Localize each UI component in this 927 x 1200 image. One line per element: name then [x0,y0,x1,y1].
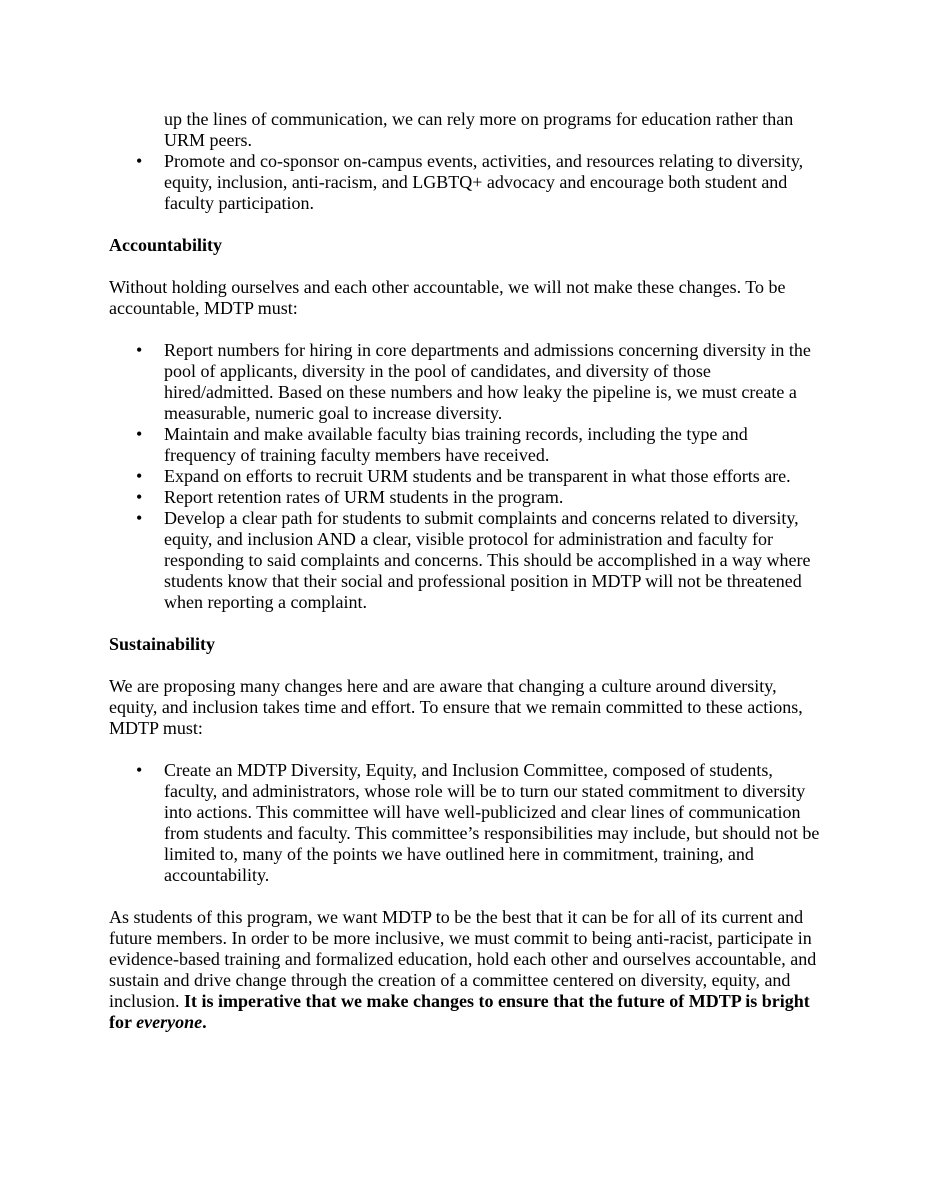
list-item-text: Report numbers for hiring in core departments and admissions concerning diversity in the pool of applicants, diversity in the pool of candidates, and diversity of those hired/admitted. Based on these numbers and how leaky the pipeline is, we must create a measurable, numeric goal to increase diversity. [164,340,811,423]
list-item-text: Develop a clear path for students to submit complaints and concerns related to diversity, equity, and inclusion AND a clear, visible protocol for administration and faculty for responding to said complaints and concerns. This should be accomplished in a way where students know that their social and professional position in MDTP will not be threatened when reporting a complaint. [164,508,811,612]
list-item-text: Maintain and make available faculty bias training records, including the type and frequency of training faculty members have received. [164,424,748,465]
list-item-text: Promote and co-sponsor on-campus events, activities, and resources relating to diversity, equity, inclusion, anti-racism, and LGBTQ+ advocacy and encourage both student and faculty participation. [164,151,804,213]
list-item [109,760,824,886]
list-item [109,424,824,466]
document-page [109,109,824,1033]
sustainability-list [109,760,824,886]
sustainability-intro: We are proposing many changes here and are aware that changing a culture around diversity, equity, and inclusion takes time and effort. To ensure that we remain committed to these actions, MDTP must: [109,676,803,738]
section-heading-accountability: Accountability [109,235,223,255]
list-item-text: up the lines of communication, we can rely more on programs for education rather than URM peers. [164,109,794,150]
list-item [109,487,824,508]
accountability-intro: Without holding ourselves and each other accountable, we will not make these changes. To be accountable, MDTP must: [109,277,786,318]
list-item [109,508,824,613]
list-item-text: Expand on efforts to recruit URM students and be transparent in what those efforts are. [164,466,791,486]
list-item [109,340,824,424]
conclusion-bold-lead: It is imperative that we make changes to ensure that the future of MDTP is bright for [109,991,810,1032]
conclusion-paragraph [109,907,824,1033]
section-heading-sustainability: Sustainability [109,634,216,654]
list-item [109,466,824,487]
conclusion-bold-end: . [202,1012,207,1032]
conclusion-text: As students of this program, we want MDTP to be the best that it can be for all of its current and future members. In order to be more inclusive, we must commit to being anti-racist, participate in evidence-based training and formalized education, hold each other and ourselves accountable, and sustain and drive change through the creation of a committee centered on diversity, equity, and inclusion. [109,907,817,1011]
conclusion-bold-italic: everyone [136,1012,203,1032]
list-item [109,151,824,214]
list-item-text: Report retention rates of URM students in the program. [164,487,564,507]
conclusion-emphasis [109,991,810,1032]
continued-bullet-list [109,109,824,214]
list-item-text: Create an MDTP Diversity, Equity, and Inclusion Committee, composed of students, faculty, and administrators, whose role will be to turn our stated commitment to diversity into actions. This committee will have well-publicized and clear lines of communication from students and faculty. This committee’s responsibilities may include, but should not be limited to, many of the points we have outlined here in commitment, training, and accountability. [164,760,820,885]
list-item-continued-tail [109,109,824,151]
accountability-list [109,340,824,613]
